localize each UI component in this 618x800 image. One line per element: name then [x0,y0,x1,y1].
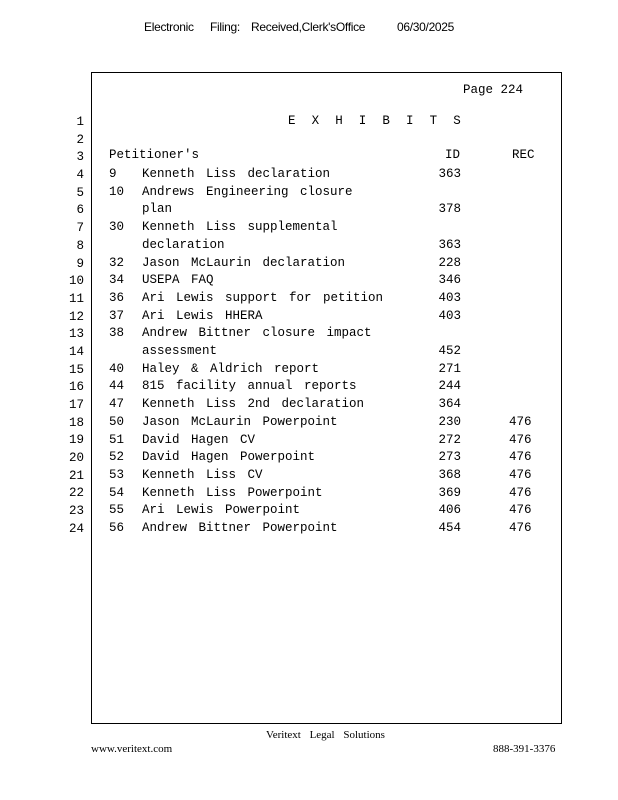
line-number: 8 [76,238,84,253]
filing-electronic: Electronic [144,20,194,34]
exhibit-id-page: 454 [438,521,461,535]
line-number: 24 [68,521,84,536]
exhibit-row [0,290,618,308]
exhibit-rec-page: 476 [509,432,532,447]
exhibit-description: Andrew Bittner closure impact [142,326,372,341]
exhibit-id-page: 406 [438,503,461,518]
exhibit-rec-page: 476 [509,485,532,500]
exhibit-id-page: 273 [438,450,461,465]
exhibit-id-page: 368 [438,467,461,482]
exhibit-id-page: 230 [438,414,461,429]
footer-website: www.veritext.com [91,743,173,755]
column-header-id: ID [445,148,461,162]
exhibit-row [0,255,618,273]
exhibit-rec-page: 476 [509,450,532,465]
exhibit-id-page: 346 [438,273,461,288]
exhibit-number: 53 [109,467,125,482]
exhibit-description: Ari Lewis HHERA [142,308,263,323]
line-number: 10 [68,274,84,289]
exhibit-row [0,237,618,255]
exhibit-row [0,166,618,184]
exhibit-description: David Hagen Powerpoint [142,450,316,465]
exhibit-row [0,414,618,432]
line-number: 22 [68,486,84,501]
exhibit-number: 10 [109,184,125,199]
filing-received: Received,Clerk'sOffice [251,20,366,34]
exhibit-id-page: 271 [438,361,461,376]
exhibit-description: Jason McLaurin Powerpoint [142,414,338,429]
line-number: 18 [68,415,84,430]
filing-label: Filing: [210,20,240,34]
exhibit-row [0,432,618,450]
exhibit-number: 51 [109,432,125,447]
exhibit-description: declaration [142,237,225,252]
exhibit-rec-page: 476 [509,414,532,429]
line-number: 9 [76,256,84,271]
exhibit-row [0,485,618,503]
exhibit-number: 30 [109,220,125,235]
exhibit-row [0,378,618,396]
exhibit-number: 36 [109,290,125,305]
line-number: 19 [68,433,84,448]
column-header-rec: REC [512,148,535,162]
line-number: 2 [76,132,84,147]
exhibit-row [0,520,618,538]
exhibit-id-page: 369 [438,485,461,500]
exhibit-number: 40 [109,361,125,376]
exhibit-number: 55 [109,503,125,518]
exhibit-row [0,361,618,379]
exhibit-row [0,184,618,202]
line-number: 6 [76,203,84,218]
exhibit-id-page: 378 [438,202,461,217]
line-number: 7 [76,221,84,236]
exhibit-number: 56 [109,521,125,535]
page-number: Page 224 [463,83,524,97]
line-number: 14 [68,344,84,359]
exhibit-number: 47 [109,397,125,412]
exhibit-number: 44 [109,379,125,394]
exhibit-description: Ari Lewis support for petition [142,290,384,305]
exhibit-number: 52 [109,450,125,465]
exhibit-rec-page: 476 [509,503,532,518]
line-number: 1 [76,115,84,129]
line-number: 23 [68,504,84,519]
filing-date: 06/30/2025 [397,20,455,34]
exhibit-row [0,219,618,237]
line-number: 20 [68,451,84,466]
exhibit-number: 32 [109,255,125,270]
exhibit-id-page: 403 [438,290,461,305]
exhibit-id-page: 244 [438,379,461,394]
exhibit-number: 38 [109,326,125,341]
footer-phone: 888-391-3376 [493,743,556,755]
exhibit-row [0,502,618,520]
exhibit-row [0,343,618,361]
exhibit-description: Andrew Bittner Powerpoint [142,521,338,535]
column-header-petitioner: Petitioner's [109,148,200,162]
exhibit-number: 9 [109,167,117,181]
exhibit-description: Ari Lewis Powerpoint [142,503,301,518]
exhibit-id-page: 363 [438,167,461,181]
exhibit-number: 50 [109,414,125,429]
exhibit-rec-page: 476 [509,521,532,535]
exhibit-description: Kenneth Liss CV [142,467,263,482]
exhibit-description: plan [142,202,173,217]
exhibit-description: Haley & Aldrich report [142,361,320,376]
exhibit-description: USEPA FAQ [142,273,214,288]
exhibit-row [0,325,618,343]
exhibit-description: Kenneth Liss supplemental [142,220,338,235]
line-number: 12 [68,309,84,324]
exhibit-row [0,201,618,219]
line-number: 15 [68,362,84,377]
line-number: 17 [68,398,84,412]
line-number: 13 [68,327,84,342]
exhibit-description: Kenneth Liss declaration [142,167,331,181]
line-number: 11 [68,291,84,306]
exhibit-number: 34 [109,273,125,288]
line-number: 3 [76,150,84,165]
line-number: 5 [76,185,84,200]
footer-company: Veritext Legal Solutions [266,729,385,741]
exhibit-description: assessment [142,344,218,358]
exhibit-description: Kenneth Liss Powerpoint [142,485,323,500]
exhibits-title: E X H I B I T S [288,114,466,128]
exhibit-number: 37 [109,308,125,323]
exhibit-description: Kenneth Liss 2nd declaration [142,397,365,412]
exhibit-description: David Hagen CV [142,432,256,447]
exhibit-id-page: 403 [438,308,461,323]
exhibit-row [0,308,618,326]
exhibit-row [0,467,618,485]
line-number: 4 [76,168,84,183]
line-number: 16 [68,380,84,395]
exhibit-row [0,449,618,467]
exhibit-description: 815 facility annual reports [142,379,357,394]
exhibit-number: 54 [109,485,125,500]
exhibit-id-page: 228 [438,255,461,270]
exhibit-id-page: 363 [438,237,461,252]
exhibit-id-page: 452 [438,344,461,358]
exhibit-description: Andrews Engineering closure [142,184,353,199]
line-number: 21 [68,468,84,483]
exhibit-row [0,396,618,414]
exhibit-id-page: 364 [438,397,461,412]
exhibit-description: Jason McLaurin declaration [142,255,346,270]
exhibit-row [0,272,618,290]
exhibit-rec-page: 476 [509,467,532,482]
exhibit-id-page: 272 [438,432,461,447]
